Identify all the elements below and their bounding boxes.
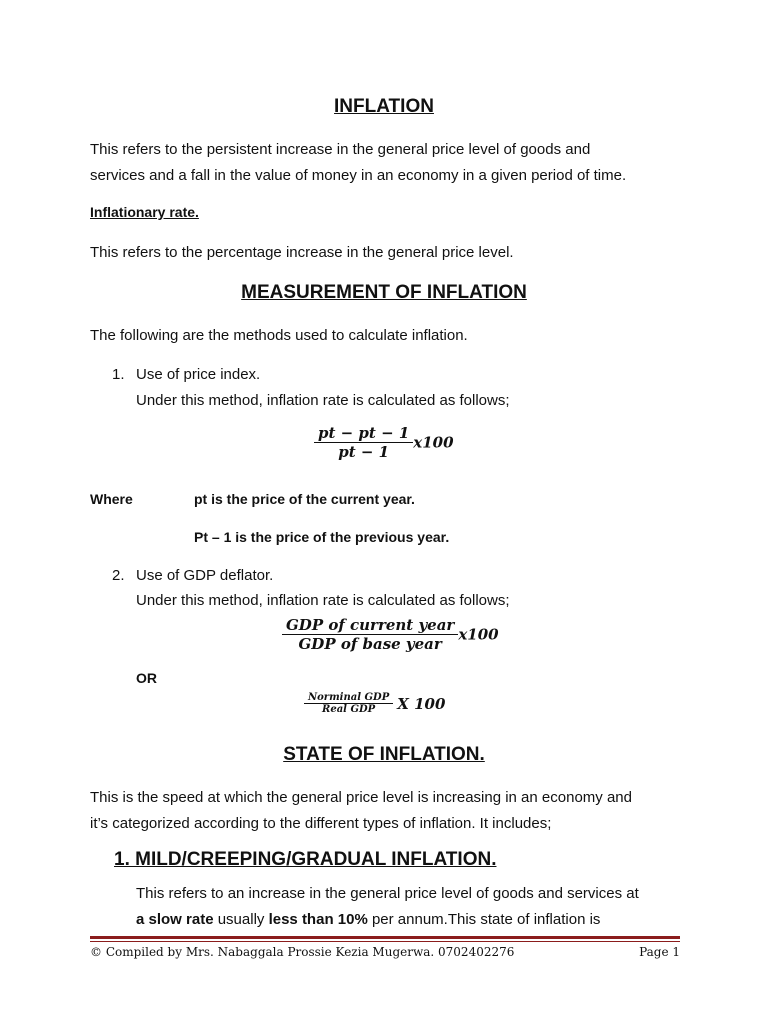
slow-rate-emphasis: a slow rate — [136, 911, 214, 928]
intro-paragraph — [90, 137, 626, 189]
footer-page-number: Page 1 — [639, 945, 680, 959]
where-label: Where — [90, 491, 133, 507]
state-line-2: it’s categorized according to the different types of inflation. It includes; — [90, 815, 552, 832]
state-line-1: This is the speed at which the general price level is increasing in an economy and — [90, 789, 632, 806]
method-1-title: Use of price index. — [136, 366, 261, 383]
method-2-title: Use of GDP deflator. — [136, 567, 274, 584]
formula-gdp-numerator: GDP of current year — [286, 616, 455, 634]
mild-line-2-mid: usually — [213, 911, 269, 928]
footer-rule-thin — [90, 941, 680, 942]
measurement-heading: MEASUREMENT OF INFLATION — [241, 282, 527, 303]
intro-line-1: This refers to the persistent increase in the general price level of goods and — [90, 141, 591, 158]
page-title: INFLATION — [334, 96, 434, 117]
mild-inflation-heading — [114, 849, 496, 871]
less-than-emphasis: less than 10% — [268, 911, 368, 928]
formula-price-index-fraction — [314, 424, 413, 461]
formula-price-index — [314, 424, 454, 461]
footer-rule-thick — [90, 936, 680, 939]
method-1-desc: Under this method, inflation rate is calculated as follows; — [136, 392, 510, 409]
footer-credit: © Compiled by Mrs. Nabaggala Prossie Kezia Mugerwa. 0702402276 — [90, 945, 515, 959]
method-2-number: 2. — [112, 567, 125, 584]
inflationary-rate-heading: Inflationary rate. — [90, 204, 199, 220]
formula-nominal-multiplier: X 100 — [397, 694, 446, 713]
formula-price-index-numerator: pt − pt − 1 — [318, 424, 410, 442]
state-heading: STATE OF INFLATION. — [283, 744, 485, 765]
or-label: OR — [136, 670, 157, 686]
formula-nominal-fraction — [304, 692, 393, 715]
state-paragraph — [90, 785, 632, 837]
formula-price-index-multiplier: x100 — [413, 433, 454, 452]
where-definition-1: pt is the price of the current year. — [194, 491, 415, 507]
formula-gdp-deflator — [282, 616, 499, 653]
mild-line-2 — [136, 907, 639, 933]
mild-inflation-paragraph — [136, 881, 639, 933]
mild-inflation-heading-text: 1. MILD/CREEPING/GRADUAL INFLATION. — [114, 849, 497, 870]
mild-line-2-end: per annum.This state of inflation is — [367, 911, 601, 928]
method-2-desc: Under this method, inflation rate is calculated as follows; — [136, 592, 510, 609]
formula-gdp-fraction — [282, 616, 458, 653]
mild-line-1: This refers to an increase in the general price level of goods and services at — [136, 885, 639, 902]
formula-gdp-denominator: GDP of base year — [298, 635, 442, 653]
formula-price-index-denominator: pt − 1 — [338, 443, 390, 461]
formula-gdp-multiplier: x100 — [458, 625, 499, 644]
formula-nominal-real — [304, 692, 445, 715]
where-definition-2: Pt – 1 is the price of the previous year. — [194, 529, 450, 545]
formula-nominal-denominator: Real GDP — [322, 704, 376, 715]
inflationary-rate-text: This refers to the percentage increase in the general price level. — [90, 244, 514, 261]
measurement-intro: The following are the methods used to calculate inflation. — [90, 327, 468, 344]
method-1-number: 1. — [112, 366, 125, 383]
intro-line-2: services and a fall in the value of money in an economy in a given period of time. — [90, 167, 627, 184]
formula-nominal-numerator: Norminal GDP — [308, 692, 390, 703]
